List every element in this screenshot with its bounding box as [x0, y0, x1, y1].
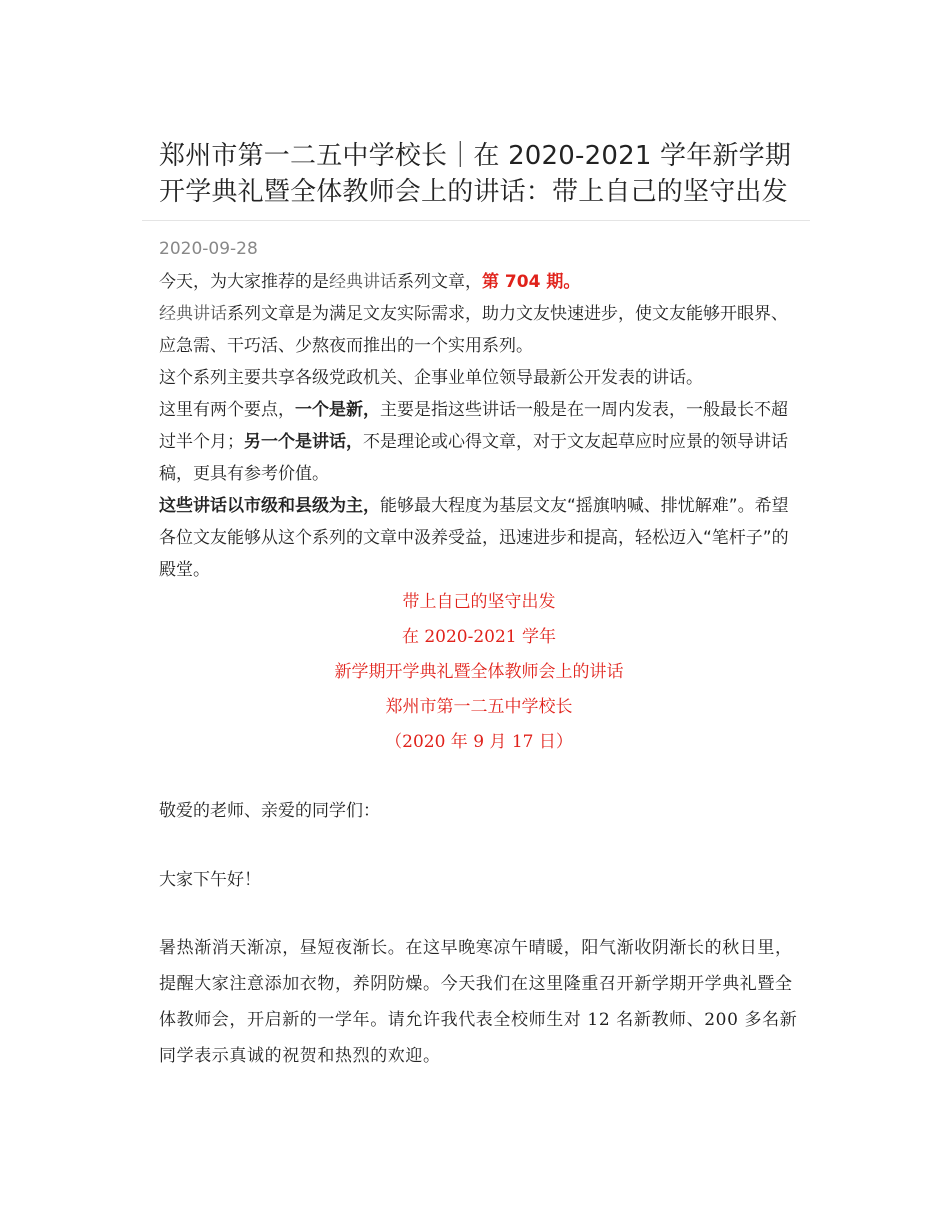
intro-p1-mid: 系列文章，	[397, 272, 482, 292]
publish-date: 2020-09-28	[159, 239, 258, 259]
series-name: 经典讲话	[329, 272, 397, 292]
article-title-line1: 郑州市第一二五中学校长｜在 2020-2021 学年新学期	[159, 141, 792, 171]
intro-paragraph-4	[159, 394, 799, 490]
intro-p4-mid: 主要是指这些讲话一般是在一周内发表，一般最长不超过半个月；	[159, 400, 788, 452]
intro-p4-bold-2: 另一个是讲话，	[244, 432, 363, 452]
issue-number: 第 704 期。	[482, 272, 581, 292]
intro-p4-pre: 这里有两个要点，	[159, 400, 295, 420]
intro-paragraph-5	[159, 490, 799, 586]
intro-p2-rest: 系列文章是为满足文友实际需求，助力文友快速进步，使文友能够开眼界、应急需、干巧活、少熬夜而推出的一个实用系列。	[159, 304, 788, 356]
intro-paragraph-1	[159, 266, 799, 298]
speech-salutation: 敬爱的老师、亲爱的同学们：	[159, 801, 380, 821]
speech-occasion-1: 在 2020-2021 学年	[401, 627, 557, 647]
intro-p4-bold-1: 一个是新，	[295, 400, 380, 420]
speaker: 郑州市第一二五中学校长	[385, 697, 573, 717]
title-divider	[142, 220, 810, 221]
speech-occasion-2: 新学期开学典礼暨全体教师会上的讲话	[334, 662, 624, 682]
speech-paragraph-1: 暑热渐消天渐凉，昼短夜渐长。在这早晚寒凉午晴暖，阳气渐收阴渐长的秋日里，提醒大家注意添加衣物，养阴防燥。今天我们在这里隆重召开新学期开学典礼暨全体教师会，开启新的一学年。请允许我代表全校师生对 12 名新教师、200 多名新同学表示真诚的祝贺和热烈的欢迎。	[159, 938, 798, 1066]
intro-p5-bold: 这些讲话以市级和县级为主，	[159, 496, 380, 516]
intro-paragraph-2	[159, 298, 799, 362]
speech-greeting: 大家下午好！	[159, 870, 261, 890]
intro-p5-rest: 能够最大程度为基层文友“摇旗呐喊、排忧解难”。希望各位文友能够从这个系列的文章中汲养受益，迅速进步和提高，轻松迈入“笔杆子”的殿堂。	[159, 496, 789, 580]
intro-section	[159, 266, 799, 586]
speech-date: （2020 年 9 月 17 日）	[385, 732, 573, 752]
speech-header	[159, 585, 799, 760]
speech-title: 带上自己的坚守出发	[402, 592, 556, 612]
intro-paragraph-3: 这个系列主要共享各级党政机关、企事业单位领导最新公开发表的讲话。	[159, 368, 703, 388]
intro-p1-pre: 今天，为大家推荐的是	[159, 272, 329, 292]
article-title-line2: 开学典礼暨全体教师会上的讲话：带上自己的坚守出发	[159, 177, 788, 207]
series-name-2: 经典讲话	[159, 304, 227, 324]
intro-p4-rest: 不是理论或心得文章，对于文友起草应时应景的领导讲话稿，更具有参考价值。	[159, 432, 788, 484]
article-title	[159, 138, 799, 210]
